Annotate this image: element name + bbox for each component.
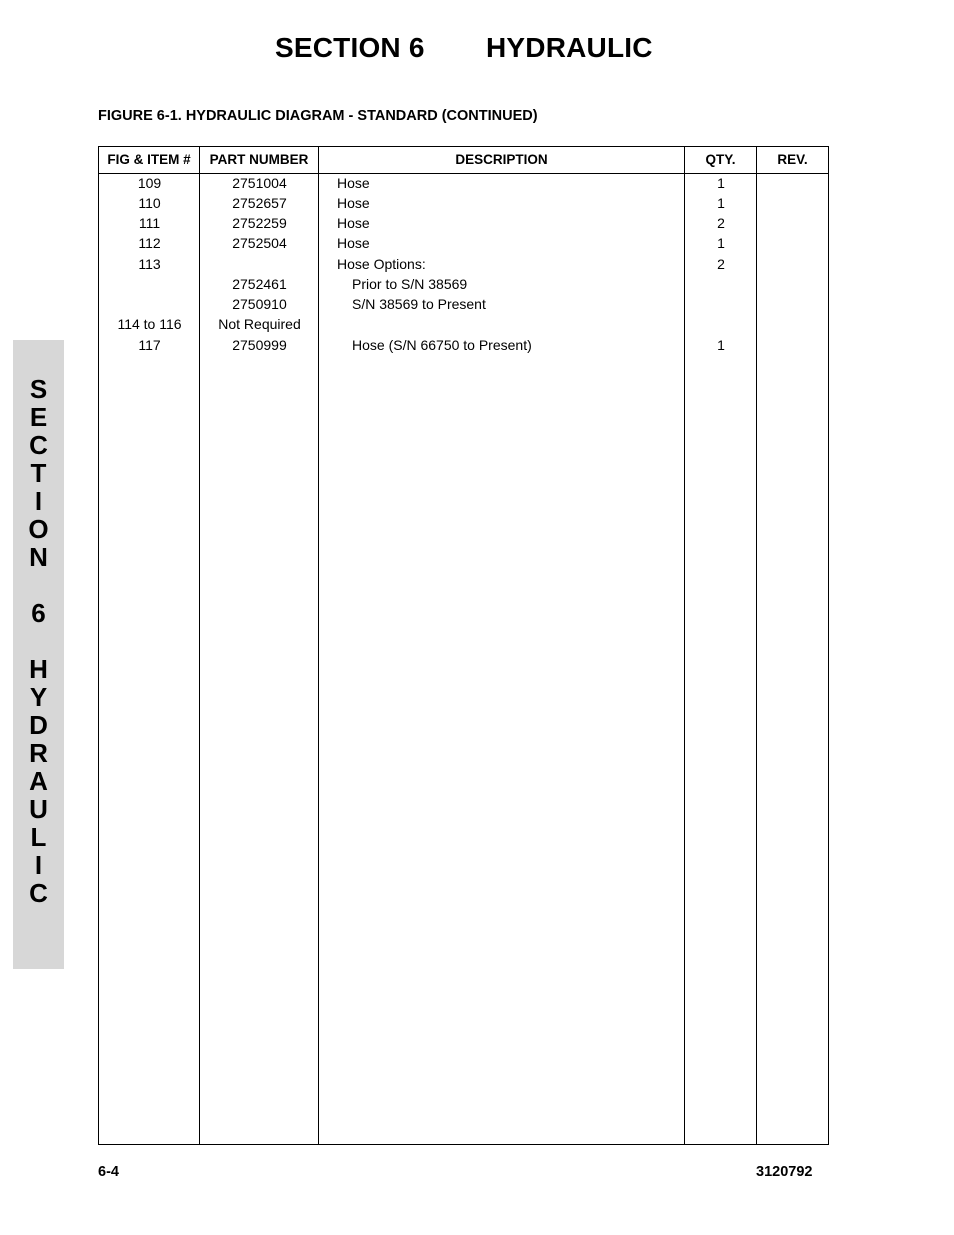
qty-cell: 2 [717,256,725,272]
column-header-rev: REV. [777,152,808,167]
column-header-part-number: PART NUMBER [209,152,309,167]
page-number: 6-4 [98,1164,119,1180]
qty-cell [685,314,757,334]
description-cell: Hose [337,195,370,211]
side-tab-letter: N [29,542,48,572]
side-tab-letter: D [29,710,48,740]
column-header-qty: QTY. [705,152,736,167]
qty-cell: 1 [717,195,725,211]
side-tab-letter: I [34,486,43,516]
description-cell [337,314,682,334]
table-row [99,314,830,334]
table-row [99,193,830,213]
description-cell: Hose [337,175,370,191]
rev-cell [757,173,829,193]
side-tab-letter: E [29,402,48,432]
rev-cell [757,274,829,294]
table-row [99,173,830,193]
part-number-cell: 2750910 [232,296,287,312]
part-number-cell: 2751004 [232,175,287,191]
document-number: 3120792 [756,1164,813,1180]
qty-cell [685,294,757,314]
table-row [99,213,830,233]
side-tab-letter: S [29,374,48,404]
page-title [0,32,954,72]
description-cell: Hose (S/N 66750 to Present) [352,337,532,353]
part-number-cell [200,254,319,274]
side-tab-letter: H [29,654,48,684]
fig-item-cell [99,274,200,294]
side-tab-letter: C [29,878,48,908]
table-row [99,274,830,294]
side-tab-letter: 6 [31,598,46,628]
description-cell: Hose Options: [337,256,426,272]
part-number-cell: 2752259 [232,215,287,231]
column-header-description: DESCRIPTION [455,152,548,167]
side-tab-letter: A [29,766,48,796]
rev-cell [757,294,829,314]
description-cell: Hose [337,215,370,231]
qty-cell: 1 [717,235,725,251]
section-label: SECTION 6 [275,32,425,63]
section-side-tab [13,340,64,969]
side-tab-letter: I [34,850,43,880]
description-cell: S/N 38569 to Present [352,296,486,312]
part-number-cell: 2752504 [232,235,287,251]
side-tab-letter: O [28,514,49,544]
part-number-cell: 2750999 [232,337,287,353]
side-tab-letter: R [29,738,48,768]
fig-item-cell: 114 to 116 [117,316,182,332]
fig-item-cell: 113 [138,256,161,272]
fig-item-cell: 117 [138,337,161,353]
qty-cell: 1 [717,175,725,191]
part-number-cell: 2752657 [232,195,287,211]
side-tab-letter: L [30,822,47,852]
side-tab-letter: C [29,430,48,460]
side-tab-letter: T [30,458,47,488]
column-header-fig-item: FIG & ITEM # [107,152,191,167]
description-cell: Prior to S/N 38569 [352,276,468,292]
part-number-cell: Not Required [218,316,301,332]
parts-table [98,146,829,1145]
description-cell: Hose [337,235,370,251]
qty-cell: 2 [717,215,725,231]
table-row [99,294,830,314]
section-name: HYDRAULIC [486,32,653,63]
side-tab-letter: U [29,794,48,824]
qty-cell [685,274,757,294]
rev-cell [757,233,829,253]
fig-item-cell [99,294,200,314]
rev-cell [757,254,829,274]
fig-item-cell: 112 [138,235,161,251]
rev-cell [757,213,829,233]
rev-cell [757,314,829,334]
table-row [99,335,830,355]
figure-title: FIGURE 6-1. HYDRAULIC DIAGRAM - STANDARD (CONTINUED) [98,108,538,124]
fig-item-cell: 110 [138,195,161,211]
fig-item-cell: 109 [137,175,162,191]
side-tab-letter: Y [29,682,48,712]
table-row [99,254,830,274]
fig-item-cell: 111 [138,215,161,231]
table-row [99,233,830,253]
rev-cell [757,335,829,355]
qty-cell: 1 [717,337,725,353]
part-number-cell: 2752461 [232,276,287,292]
rev-cell [757,193,829,213]
